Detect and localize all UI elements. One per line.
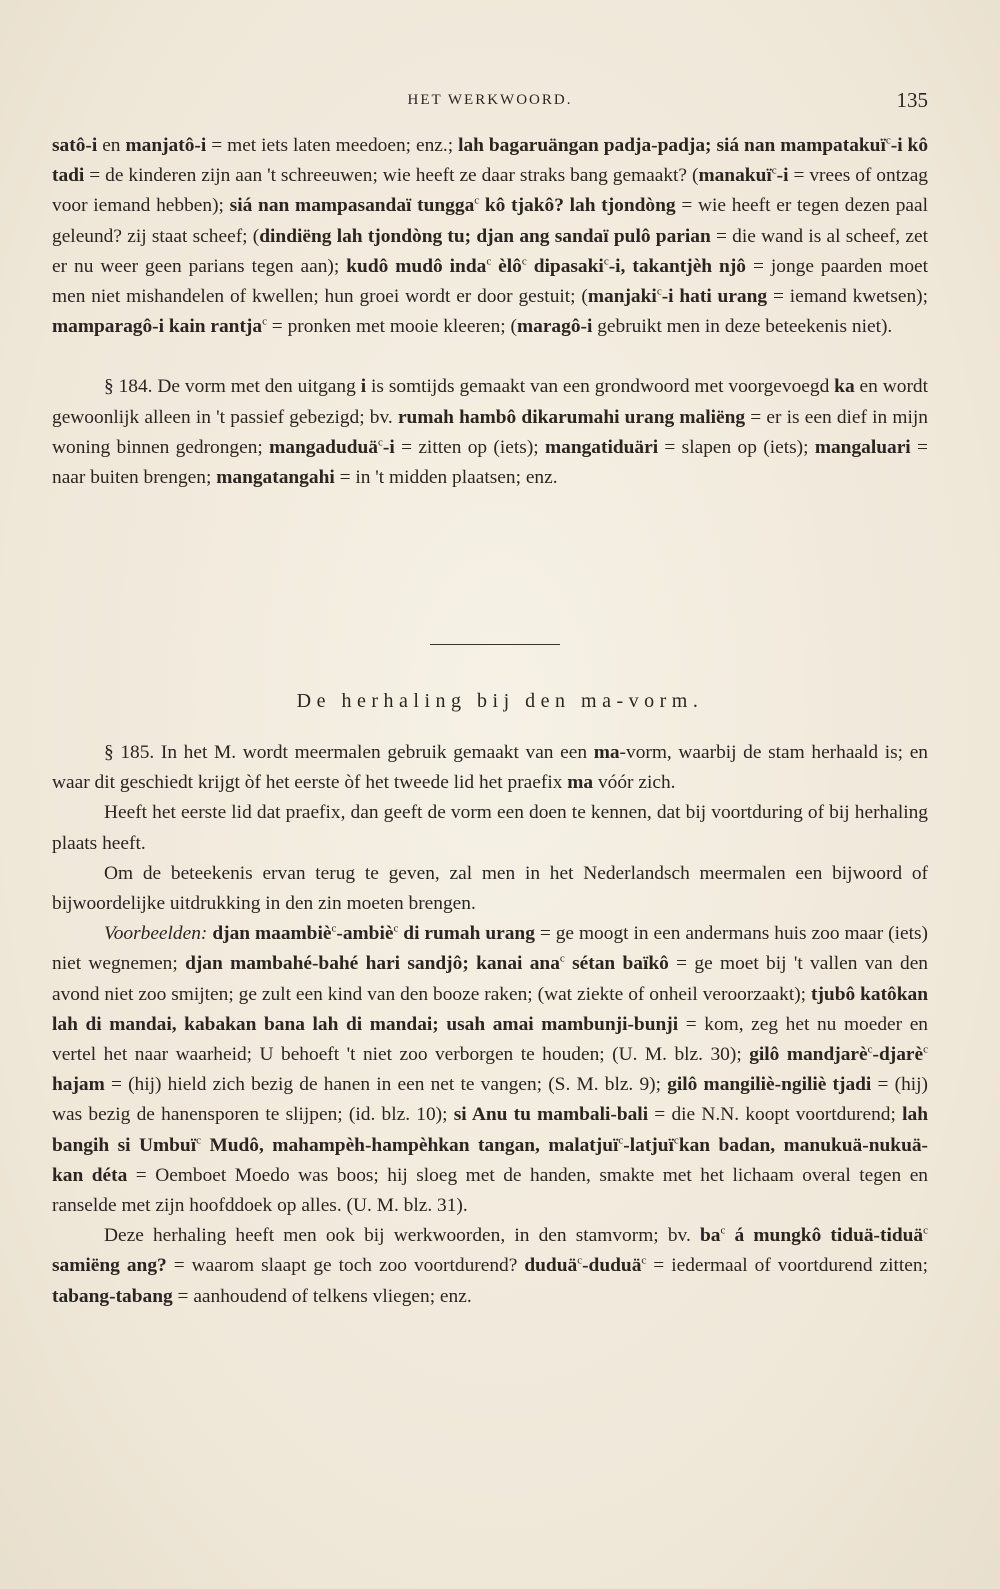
- text-run: § 185. In het M. wordt meermalen gebruik gemaakt van een: [104, 742, 594, 763]
- paragraph-section-185: [52, 738, 928, 798]
- term-run: mangatangahi: [216, 467, 335, 489]
- superscript-mark: c: [771, 164, 777, 177]
- text-run: = pronken met mooie kleeren; (: [266, 316, 517, 338]
- term-run: si Anu tu mambali-bali: [453, 1104, 649, 1126]
- text-run: = die wand is al scheef, zet er nu weer geen parians tegen aan);: [52, 225, 928, 277]
- term-run: -i: [776, 165, 789, 187]
- term-run: di rumah urang: [398, 923, 535, 945]
- term-run: mangatiduäri: [544, 436, 659, 458]
- text-run: gebruikt men in deze beteekenis niet).: [592, 316, 893, 338]
- term-run: mangaduduä: [269, 436, 378, 458]
- term-run: lah bangih si Umbuï: [52, 1104, 928, 1156]
- text-run: = die N.N. koopt voortdurend;: [648, 1104, 903, 1126]
- superscript-mark: c: [262, 315, 267, 328]
- term-run: mamparagô-i kain rantja: [52, 316, 263, 338]
- superscript-mark: c: [673, 1134, 679, 1147]
- superscript-mark: c: [885, 134, 891, 147]
- term-run: -ambiè: [336, 923, 394, 945]
- text-run: = er is een dief in mijn woning binnen gedrongen;: [52, 406, 928, 458]
- term-run: kô tjakô? lah tjondòng: [479, 195, 676, 217]
- text-run: vóór zich.: [593, 772, 676, 794]
- text-run: = (hij) hield zich bezig de hanen in een net te vangen; (S. M. blz. 9);: [104, 1074, 668, 1096]
- term-run: siá nan mampasandaï tungga: [229, 195, 475, 217]
- term-run: satô-i: [52, 135, 98, 156]
- text-run: = iemand kwetsen);: [767, 286, 928, 308]
- term-run: -duduä: [582, 1255, 642, 1277]
- term-run: manjatô-i: [125, 135, 207, 156]
- text-block-top: [52, 131, 928, 493]
- text-run: = slapen op (iets);: [658, 436, 815, 458]
- text-run: = de kinderen zijn aan 't schreeuwen; wie heeft ze daar straks bang gemaakt? (: [84, 165, 699, 187]
- term-run: èlô: [491, 255, 522, 277]
- text-run: is somtijds gemaakt van een grondwoord met voorgevoegd: [366, 376, 835, 398]
- term-run: ba: [699, 1225, 721, 1247]
- term-run: -i, takantjèh njô: [608, 255, 746, 277]
- superscript-mark: c: [521, 255, 527, 268]
- text-run: = ge moogt in een andermans huis zoo maar (iets) niet wegnemen;: [52, 923, 928, 975]
- term-run: dindiëng lah tjondòng tu; djan ang sandaï pulô parian: [259, 225, 711, 247]
- term-run: -latjuï: [623, 1134, 674, 1156]
- term-run: dipasaki: [526, 255, 604, 277]
- paragraph-verb-stems: [52, 1221, 928, 1312]
- text-run: = waarom slaapt ge toch zoo voortdurend?: [166, 1255, 525, 1277]
- text-run: = met iets laten meedoen; enz.;: [206, 135, 459, 156]
- term-run: djan maambiè: [212, 923, 332, 945]
- text-run: en wordt gewoonlijk alleen in 't passief gebezigd; bv.: [52, 376, 928, 428]
- term-run: ma: [593, 742, 620, 763]
- italic-run: Voorbeelden:: [104, 923, 208, 945]
- text-run: = jonge paarden moet men niet mishandelen of kwellen; hun groei wordt er door gestuit; (: [52, 255, 929, 308]
- text-run: Heeft het eerste lid dat praefix, dan geeft de vorm een doen te kennen, dat bij voortduring of bij herhaling plaats heeft.: [52, 802, 928, 854]
- superscript-mark: c: [474, 194, 480, 207]
- text-run: § 184. De vorm met den uitgang: [104, 376, 361, 398]
- term-run: tjubô katôkan lah di mandai, kabakan bana lah di mandai; usah amai mambunji-bunji: [52, 983, 929, 1035]
- text-run: = wie heeft er tegen dezen paal geleund? zij staat scheef; (: [52, 195, 929, 247]
- paragraph-continued: [52, 131, 928, 342]
- superscript-mark: c: [656, 285, 662, 298]
- term-run: samiëng ang?: [52, 1255, 167, 1277]
- term-run: Mudô, mahampèh-hampèhkan tangan, malatjuï: [200, 1134, 619, 1156]
- text-run: Deze herhaling heeft men ook bij werkwoorden, in den stamvorm; bv.: [104, 1225, 700, 1247]
- text-run: en: [97, 135, 126, 156]
- text-run: = Oemboet Moedo was boos; hij sloeg met de handen, smakte met het lichaam overal tegen en ranselde met zijn hoofddoek op alles. (U. M. blz. 31).: [52, 1164, 928, 1217]
- superscript-mark: c: [378, 436, 383, 449]
- text-run: = kom, zeg het nu moeder en vertel het naar waarheid; U behoeft 't niet zoo verborgen te houden; (U. M. blz. 30);: [52, 1013, 928, 1066]
- superscript-mark: c: [867, 1043, 873, 1056]
- text-run: = aanhoudend of telkens vliegen; enz.: [172, 1285, 472, 1307]
- superscript-mark: c: [641, 1254, 647, 1267]
- term-run: maragô-i: [516, 316, 593, 338]
- term-run: lah bagaruängan padja-padja; siá nan mampatakuï: [458, 135, 886, 156]
- text-run: = naar buiten brengen;: [52, 436, 928, 489]
- page-number: 135: [896, 88, 928, 112]
- term-run: sétan baïkô: [564, 953, 669, 975]
- paragraph-examples: [52, 919, 928, 1221]
- text-run: Om de beteekenis ervan terug te geven, zal men in het Nederlandsch meermalen een bijwoord of bijwoordelijke uitdrukking in den zin moeten brengen.: [52, 862, 928, 915]
- term-run: rumah hambô dikarumahi urang maliëng: [397, 406, 746, 428]
- term-run: manakuï: [698, 165, 772, 187]
- term-run: i: [360, 376, 367, 398]
- paragraph-section-184: [52, 372, 928, 493]
- term-run: kan badan, manukuä-nukuä-kan déta: [52, 1134, 929, 1186]
- term-run: manjaki: [587, 286, 657, 308]
- term-run: duduä: [524, 1255, 578, 1277]
- term-run: kudô mudô inda: [346, 255, 487, 277]
- section-heading: De herhaling bij den ma-vorm.: [296, 690, 704, 712]
- running-title: HET WERKWOORD.: [407, 92, 573, 108]
- term-run: ma: [567, 772, 594, 794]
- superscript-mark: c: [923, 1224, 928, 1237]
- text-run: = (hij) was bezig de hanensporen te slijpen; (id. blz. 10);: [52, 1074, 929, 1126]
- term-run: á mungkô tiduä-tiduä: [725, 1225, 924, 1247]
- superscript-mark: c: [331, 922, 337, 935]
- text-run: = vrees of ontzag voor iemand hebben);: [52, 165, 928, 217]
- term-run: djan mambahé-bahé hari sandjô; kanai ana: [185, 953, 560, 975]
- superscript-mark: c: [603, 255, 609, 268]
- term-run: hajam: [52, 1074, 105, 1096]
- term-run: -i kô tadi: [52, 135, 929, 187]
- text-run: = in 't midden plaatsen; enz.: [334, 467, 558, 489]
- superscript-mark: c: [618, 1134, 624, 1147]
- superscript-mark: c: [393, 922, 399, 935]
- superscript-mark: c: [196, 1134, 201, 1147]
- term-run: mangaluari: [814, 436, 911, 458]
- term-run: gilô mangiliè-ngiliè tjadi: [667, 1074, 872, 1096]
- term-run: -i: [382, 436, 395, 458]
- term-run: -i hati urang: [661, 286, 768, 308]
- paragraph-meaning: [52, 859, 928, 919]
- superscript-mark: c: [923, 1043, 928, 1056]
- superscript-mark: c: [720, 1224, 726, 1237]
- superscript-mark: c: [486, 255, 492, 268]
- superscript-mark: c: [577, 1254, 583, 1267]
- text-run: = iedermaal of voortdurend zitten;: [646, 1255, 928, 1277]
- paragraph-first-member: [52, 798, 928, 858]
- term-run: gilô mandjarè: [749, 1044, 868, 1066]
- page-header: [52, 88, 928, 116]
- text-run: = zitten op (iets);: [394, 436, 545, 458]
- text-run: = ge moet bij 't vallen van den avond niet zoo smijten; ge zult een kind van den booze raken; (wat ziekte of onheil veroorzaakt);: [52, 953, 928, 1005]
- superscript-mark: c: [559, 952, 565, 965]
- term-run: -djarè: [872, 1044, 924, 1066]
- section-divider: [430, 644, 560, 645]
- text-run: -vorm, waarbij de stam herhaald is; en waar dit geschiedt krijgt òf het eerste òf het tweede lid het praefix: [52, 742, 929, 794]
- term-run: ka: [834, 376, 855, 398]
- text-block-bottom: [52, 738, 928, 1312]
- term-run: tabang-tabang: [52, 1285, 173, 1307]
